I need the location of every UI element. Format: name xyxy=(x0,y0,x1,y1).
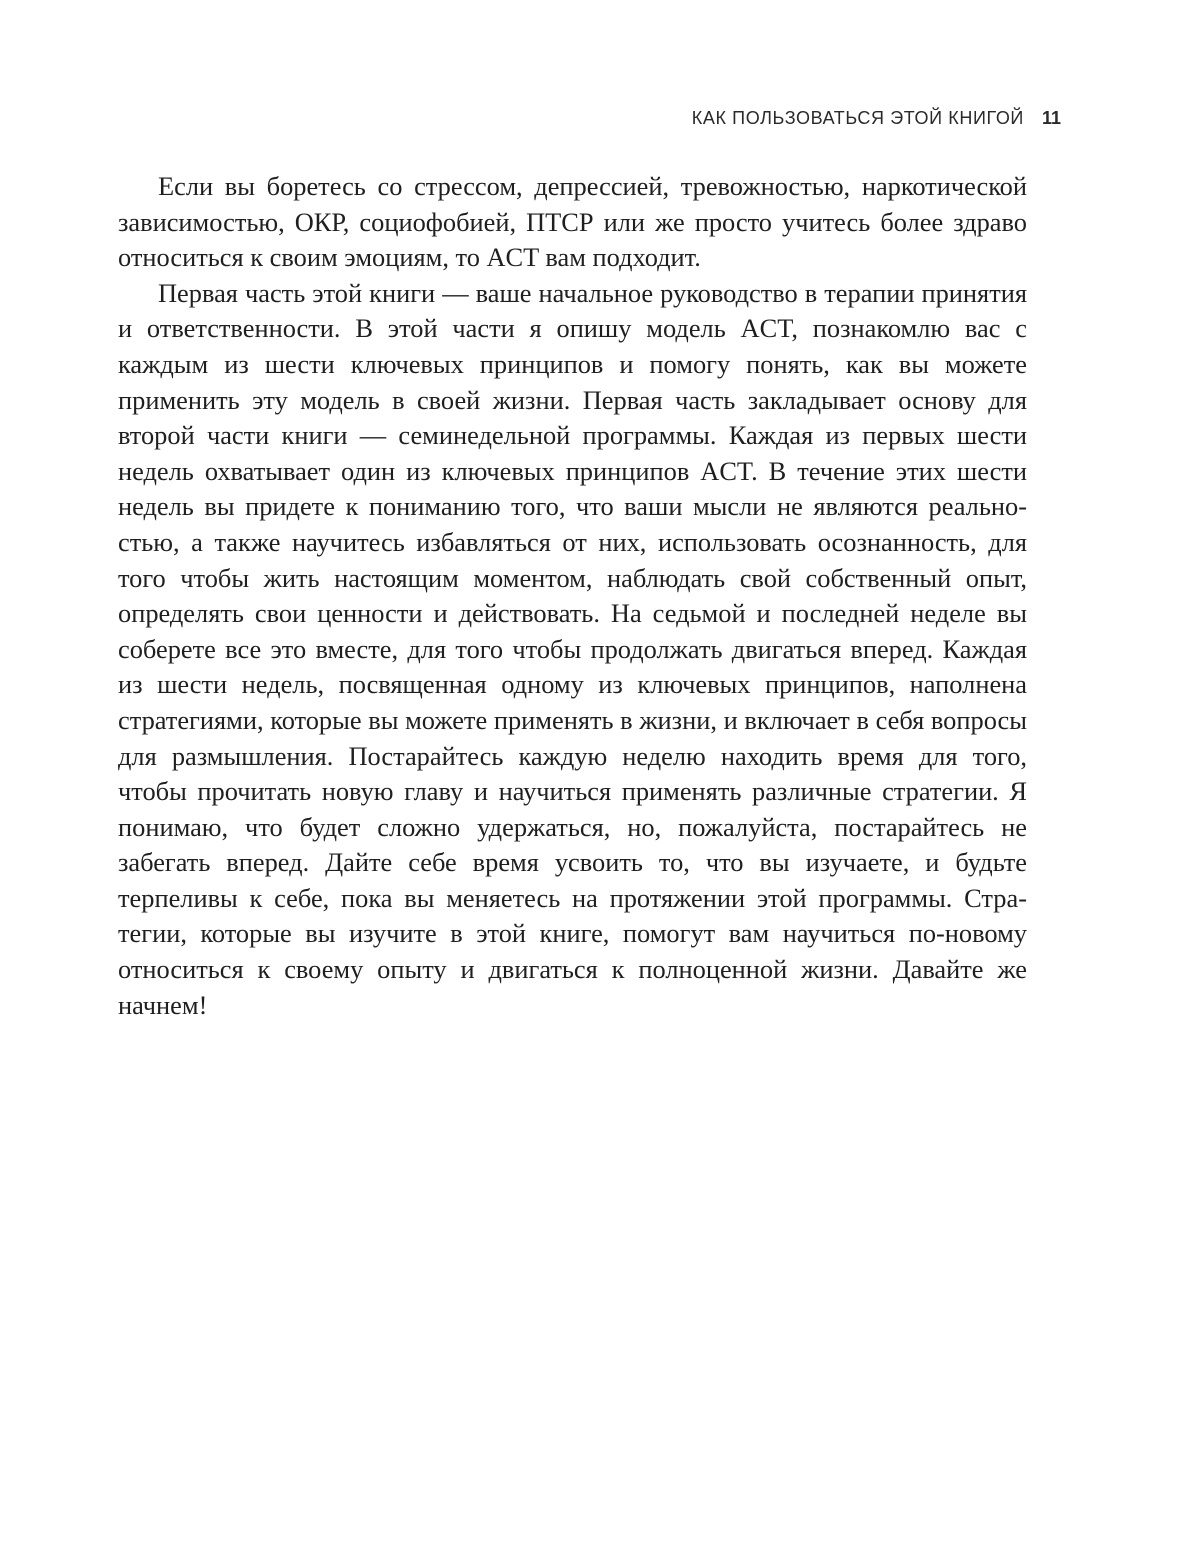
running-head: КАК ПОЛЬЗОВАТЬСЯ ЭТОЙ КНИГОЙ xyxy=(691,108,1024,128)
page-number: 11 xyxy=(1041,108,1061,128)
page-header xyxy=(692,108,1061,129)
paragraph-1: Если вы боретесь со стрессом, депрессией, тревожностью, наркотической зависимостью, ОКР, социофобией, ПТСР или же просто учитесь более здраво относиться к своим эмоциям, то ACT вам подходит. xyxy=(118,171,1027,273)
text-body xyxy=(118,169,1027,1023)
paragraph-2: Первая часть этой книги — ваше начальное руководство в терапии принятия и ответственности. В этой части я опишу модель ACT, познакомлю вас с каждым из шести ключевых принципов и помогу понять, как вы можете применить эту модель в своей жизни. Первая часть закладывает основу для второй части книги — семинедельной программы. Каждая из первых шести недель охватывает один из ключевых принципов ACT. В течение этих шести недель вы придете к пониманию того, что ваши мысли не являются реальностью, а также научитесь избавляться от них, использовать осознанность, для того чтобы жить настоящим моментом, наблюдать свой собственный опыт, определять свои ценности и действовать. На седьмой и последней неделе вы соберете все это вместе, для того чтобы продолжать двигаться вперед. Каждая из шести недель, посвященная одному из ключевых принципов, наполнена стратегиями, которые вы можете применять в жизни, и включает в себя вопросы для размышления. Постарайтесь каждую неделю находить время для того, чтобы прочитать новую главу и научиться применять различные стратегии. Я понимаю, что будет сложно удержаться, но, пожалуйста, постарайтесь не забегать вперед. Дайте себе время усвоить то, что вы изучаете, и будьте терпеливы к себе, пока вы меняетесь на протяжении этой программы. Стратегии, которые вы изучите в этой книге, помогут вам научиться по-новому относиться к своему опыту и двигаться к полноценной жизни. Давайте же начнем! xyxy=(118,277,1027,1020)
